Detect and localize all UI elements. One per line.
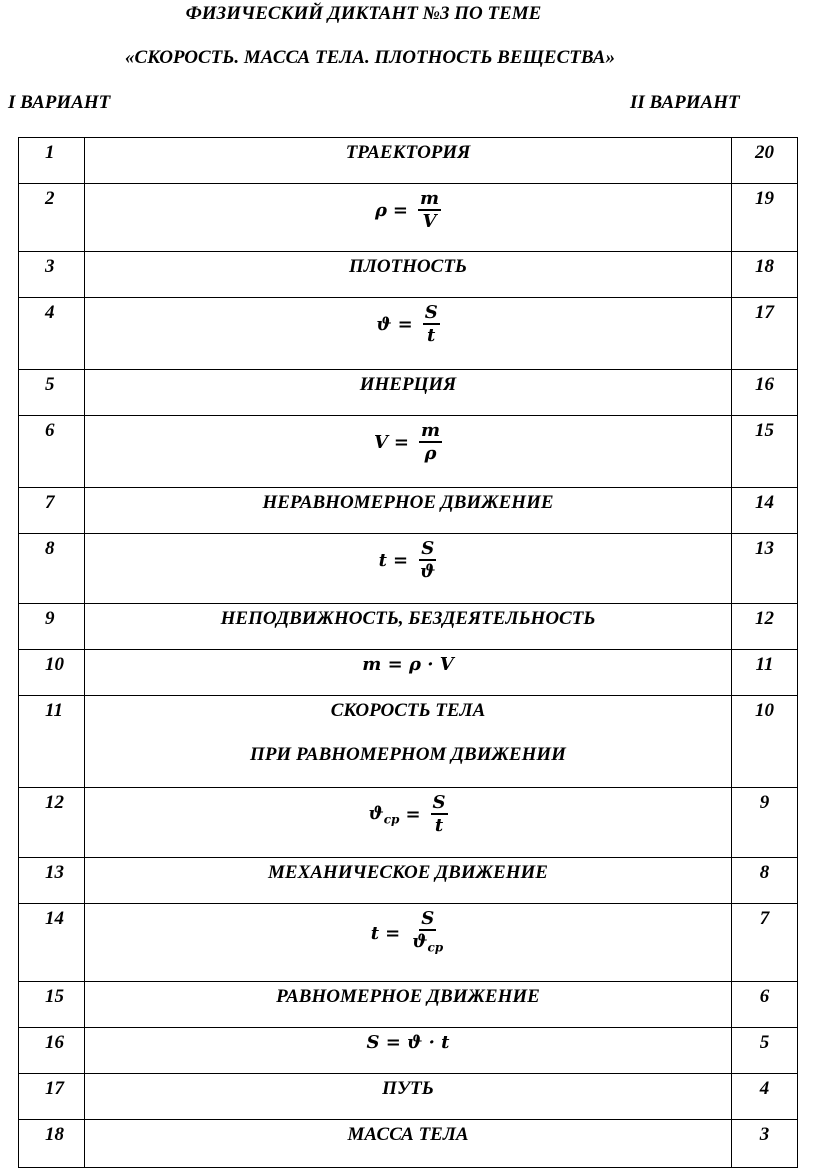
fraction-numerator: m (420, 188, 440, 209)
variant-1-number: 15 (19, 982, 85, 1028)
variant-2-number: 20 (732, 138, 798, 184)
formula (376, 304, 439, 345)
formula-lhs-symbol: t (370, 922, 380, 944)
term-cell (85, 696, 732, 788)
fraction (410, 910, 445, 957)
term-text: ПЛОТНОСТЬ (349, 256, 467, 277)
variant-1-label: I ВАРИАНТ (8, 92, 111, 113)
formula-lhs-symbol: ϑ (368, 802, 384, 824)
formula (368, 794, 447, 835)
formula (375, 190, 441, 231)
variant-1-number: 8 (19, 534, 85, 604)
variant-2-number: 6 (732, 982, 798, 1028)
term-cell (85, 252, 732, 298)
table-row (19, 788, 798, 858)
fraction-denominator-symbol: ϑ (412, 931, 428, 952)
equals-sign: = (392, 200, 409, 221)
variant-2-number: 19 (732, 184, 798, 252)
formula-lhs-symbol: ρ (374, 200, 387, 221)
variant-1-number: 10 (19, 650, 85, 696)
term-text: РАВНОМЕРНОЕ ДВИЖЕНИЕ (276, 986, 540, 1007)
table-row (19, 534, 798, 604)
variant-2-number: 15 (732, 416, 798, 488)
variant-1-number: 18 (19, 1120, 85, 1168)
variant-1-number: 14 (19, 904, 85, 982)
formula-lhs-symbol: ϑ (376, 314, 392, 335)
term-text: ПУТЬ (382, 1078, 434, 1099)
formula-lhs (368, 803, 399, 827)
fraction (418, 540, 437, 581)
formula-lhs (371, 923, 379, 944)
fraction-denominator-subscript: ср (427, 940, 444, 955)
variant-2-number: 9 (732, 788, 798, 858)
term-text: СКОРОСТЬ ТЕЛА (330, 700, 486, 721)
variant-1-number: 17 (19, 1074, 85, 1120)
variant-1-number: 12 (19, 788, 85, 858)
table-row (19, 138, 798, 184)
variant-1-number: 13 (19, 858, 85, 904)
term-cell (85, 1028, 732, 1074)
fraction-denominator (425, 325, 437, 345)
fraction (423, 304, 440, 345)
variant-1-number: 7 (19, 488, 85, 534)
term-cell (85, 138, 732, 184)
fraction-numerator: S (421, 908, 435, 929)
fraction-denominator-symbol: V (422, 211, 437, 232)
variant-2-number: 18 (732, 252, 798, 298)
fraction-denominator (423, 443, 439, 463)
variant-2-number: 17 (732, 298, 798, 370)
term-cell (85, 858, 732, 904)
fraction-denominator-symbol: ρ (424, 443, 437, 464)
term-text: ИНЕРЦИЯ (359, 374, 457, 395)
term-cell (85, 1120, 732, 1168)
fraction-denominator-symbol: t (427, 325, 436, 346)
term-cell (85, 604, 732, 650)
fraction-numerator: S (432, 792, 446, 813)
fraction-denominator (410, 931, 445, 957)
fraction (419, 422, 442, 463)
variant-1-number: 1 (19, 138, 85, 184)
variant-2-number: 8 (732, 858, 798, 904)
variant-1-number: 5 (19, 370, 85, 416)
formula-lhs-symbol: V (373, 432, 388, 453)
formula-lhs-symbol: t (378, 550, 387, 571)
formula-lhs (379, 550, 387, 571)
fraction-numerator: S (421, 538, 435, 559)
equals-sign: = (385, 922, 401, 944)
term-cell (85, 488, 732, 534)
fraction-denominator (433, 815, 445, 835)
fraction-denominator (418, 561, 437, 581)
table-row (19, 1028, 798, 1074)
table-row (19, 298, 798, 370)
table-row (19, 252, 798, 298)
term-cell (85, 904, 732, 982)
fraction-denominator-symbol: ϑ (420, 561, 436, 582)
table-row (19, 904, 798, 982)
equals-sign: = (405, 804, 421, 825)
fraction-numerator: S (424, 302, 438, 323)
variant-2-number: 14 (732, 488, 798, 534)
formula-lhs-subscript: ср (383, 812, 400, 827)
term-text-line2: ПРИ РАВНОМЕРНОМ ДВИЖЕНИИ (250, 744, 566, 765)
term-cell (85, 370, 732, 416)
variant-2-number: 5 (732, 1028, 798, 1074)
table-row (19, 650, 798, 696)
page-subtitle: «СКОРОСТЬ. МАССА ТЕЛА. ПЛОТНОСТЬ ВЕЩЕСТВА» (125, 47, 615, 68)
variant-1-number: 6 (19, 416, 85, 488)
formula-inline: S = ϑ · t (366, 1032, 450, 1053)
table-row (19, 858, 798, 904)
term-text: НЕПОДВИЖНОСТЬ, БЕЗДЕЯТЕЛЬНОСТЬ (220, 608, 596, 629)
variant-2-number: 12 (732, 604, 798, 650)
variant-2-number: 13 (732, 534, 798, 604)
variant-2-label: II ВАРИАНТ (630, 92, 740, 113)
variant-1-number: 11 (19, 696, 85, 788)
formula-inline: m = ρ · V (362, 654, 454, 675)
table-row (19, 982, 798, 1028)
equals-sign: = (397, 314, 413, 335)
variant-2-number: 10 (732, 696, 798, 788)
variant-1-number: 9 (19, 604, 85, 650)
term-cell (85, 416, 732, 488)
term-text: МЕХАНИЧЕСКОЕ ДВИЖЕНИЕ (268, 862, 548, 883)
term-cell (85, 788, 732, 858)
table-row (19, 184, 798, 252)
page-title: ФИЗИЧЕСКИЙ ДИКТАНТ №3 ПО ТЕМЕ (185, 3, 542, 24)
table-row (19, 1120, 798, 1168)
term-cell (85, 298, 732, 370)
formula (371, 910, 445, 957)
dictation-table (18, 137, 798, 1168)
formula-lhs (375, 200, 387, 221)
term-text: МАССА ТЕЛА (347, 1124, 469, 1145)
variant-2-number: 4 (732, 1074, 798, 1120)
variant-1-number: 4 (19, 298, 85, 370)
variant-2-number: 3 (732, 1120, 798, 1168)
term-text: ТРАЕКТОРИЯ (345, 142, 471, 163)
equals-sign: = (392, 550, 409, 571)
variant-2-number: 16 (732, 370, 798, 416)
table-row (19, 488, 798, 534)
formula (374, 422, 442, 463)
term-cell (85, 1074, 732, 1120)
fraction (431, 794, 448, 835)
variant-2-number: 11 (732, 650, 798, 696)
variant-2-number: 7 (732, 904, 798, 982)
table-row (19, 604, 798, 650)
variant-1-number: 16 (19, 1028, 85, 1074)
variant-1-number: 3 (19, 252, 85, 298)
term-cell (85, 650, 732, 696)
table-row (19, 1074, 798, 1120)
formula-lhs (374, 432, 388, 453)
term-cell (85, 534, 732, 604)
equals-sign: = (393, 432, 409, 453)
fraction (418, 190, 441, 231)
table-row (19, 696, 798, 788)
variant-1-number: 2 (19, 184, 85, 252)
fraction-denominator-symbol: t (434, 815, 444, 836)
formula-lhs (376, 314, 391, 335)
formula (379, 540, 438, 581)
fraction-numerator: m (421, 420, 441, 441)
term-text: НЕРАВНОМЕРНОЕ ДВИЖЕНИЕ (262, 492, 554, 513)
table-row (19, 370, 798, 416)
term-cell (85, 982, 732, 1028)
fraction-denominator (421, 211, 439, 231)
term-cell (85, 184, 732, 252)
table-row (19, 416, 798, 488)
